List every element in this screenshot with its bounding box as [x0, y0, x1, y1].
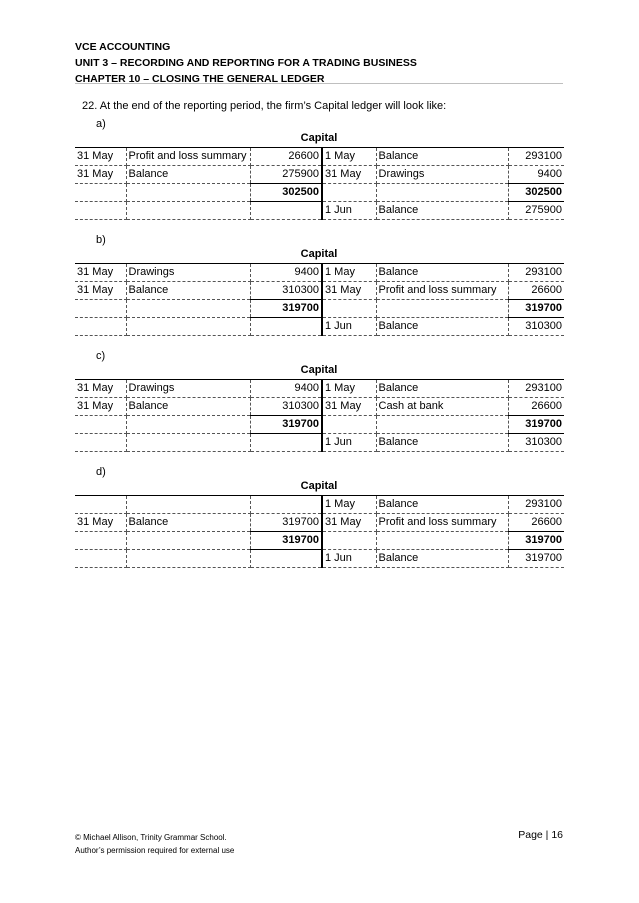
credit-particulars	[376, 184, 508, 202]
debit-particulars: Balance	[126, 282, 250, 300]
debit-date	[75, 550, 126, 568]
credit-date: 1 Jun	[322, 202, 376, 220]
debit-amount: 302500	[250, 184, 322, 202]
debit-amount: 319700	[250, 514, 322, 532]
debit-particulars	[126, 202, 250, 220]
debit-particulars	[126, 300, 250, 318]
credit-particulars: Balance	[376, 496, 508, 514]
debit-date	[75, 318, 126, 336]
credit-particulars	[376, 300, 508, 318]
ledger-row	[75, 300, 564, 318]
footer-copyright: © Michael Allison, Trinity Grammar School.	[75, 833, 227, 842]
ledger-row	[75, 496, 564, 514]
ledger-title: Capital	[300, 364, 338, 376]
debit-particulars	[126, 434, 250, 452]
credit-amount: 302500	[508, 184, 564, 202]
header-divider	[75, 83, 563, 84]
credit-amount: 9400	[508, 166, 564, 184]
debit-particulars: Balance	[126, 398, 250, 416]
debit-date: 31 May	[75, 380, 126, 398]
debit-particulars: Balance	[126, 514, 250, 532]
option-label: b)	[96, 234, 106, 246]
debit-date: 31 May	[75, 264, 126, 282]
credit-date: 31 May	[322, 514, 376, 532]
credit-date	[322, 300, 376, 318]
credit-amount: 293100	[508, 496, 564, 514]
debit-amount: 26600	[250, 148, 322, 166]
credit-amount: 26600	[508, 282, 564, 300]
debit-date: 31 May	[75, 282, 126, 300]
capital-ledger-table	[75, 379, 564, 452]
ledger-row	[75, 264, 564, 282]
credit-date: 1 Jun	[322, 434, 376, 452]
ledger-row	[75, 380, 564, 398]
credit-particulars: Balance	[376, 550, 508, 568]
question-text: 22. At the end of the reporting period, the firm’s Capital ledger will look like:	[82, 100, 447, 112]
debit-particulars	[126, 184, 250, 202]
debit-amount	[250, 318, 322, 336]
debit-date	[75, 184, 126, 202]
credit-particulars: Balance	[376, 264, 508, 282]
debit-date: 31 May	[75, 514, 126, 532]
credit-amount: 310300	[508, 318, 564, 336]
debit-date	[75, 532, 126, 550]
ledger-row	[75, 398, 564, 416]
credit-amount: 319700	[508, 550, 564, 568]
debit-amount	[250, 202, 322, 220]
capital-ledger-table	[75, 147, 564, 220]
credit-particulars	[376, 416, 508, 434]
debit-particulars: Balance	[126, 166, 250, 184]
ledger-title: Capital	[300, 132, 338, 144]
ledger-row	[75, 434, 564, 452]
ledger-title: Capital	[300, 248, 338, 260]
ledger-row	[75, 282, 564, 300]
debit-amount: 275900	[250, 166, 322, 184]
ledger-row	[75, 318, 564, 336]
ledger-row	[75, 514, 564, 532]
option-label: a)	[96, 118, 106, 130]
credit-amount: 275900	[508, 202, 564, 220]
ledger-row	[75, 202, 564, 220]
credit-date: 1 Jun	[322, 318, 376, 336]
footer-credit	[75, 831, 234, 857]
footer-permission: Author’s permission required for external use	[75, 846, 235, 855]
debit-date	[75, 496, 126, 514]
credit-particulars: Balance	[376, 148, 508, 166]
ledger-row	[75, 550, 564, 568]
credit-date: 31 May	[322, 398, 376, 416]
document-header	[75, 39, 563, 87]
credit-particulars: Cash at bank	[376, 398, 508, 416]
ledger-row	[75, 532, 564, 550]
ledger-row	[75, 166, 564, 184]
credit-amount: 26600	[508, 514, 564, 532]
debit-amount: 319700	[250, 416, 322, 434]
debit-date: 31 May	[75, 148, 126, 166]
credit-particulars: Profit and loss summary	[376, 282, 508, 300]
debit-particulars	[126, 496, 250, 514]
credit-amount: 26600	[508, 398, 564, 416]
ledger-row	[75, 148, 564, 166]
debit-amount: 319700	[250, 300, 322, 318]
credit-amount: 293100	[508, 148, 564, 166]
credit-particulars: Balance	[376, 202, 508, 220]
debit-particulars: Drawings	[126, 380, 250, 398]
header-chapter: CHAPTER 10 – CLOSING THE GENERAL LEDGER	[75, 73, 325, 85]
header-unit: UNIT 3 – RECORDING AND REPORTING FOR A TRADING BUSINESS	[75, 57, 417, 69]
ledger-row	[75, 416, 564, 434]
credit-date: 1 May	[322, 496, 376, 514]
debit-date	[75, 416, 126, 434]
debit-amount: 9400	[250, 264, 322, 282]
credit-date: 31 May	[322, 166, 376, 184]
credit-amount: 310300	[508, 434, 564, 452]
debit-date: 31 May	[75, 166, 126, 184]
capital-ledger-table	[75, 495, 564, 568]
credit-date: 1 May	[322, 148, 376, 166]
credit-date: 1 May	[322, 380, 376, 398]
credit-particulars: Balance	[376, 434, 508, 452]
page-number: Page | 16	[518, 829, 563, 841]
credit-date: 31 May	[322, 282, 376, 300]
credit-amount: 319700	[508, 300, 564, 318]
option-label: c)	[96, 350, 106, 362]
debit-date	[75, 202, 126, 220]
capital-ledger-table	[75, 263, 564, 336]
header-course: VCE ACCOUNTING	[75, 41, 171, 53]
credit-particulars: Balance	[376, 380, 508, 398]
credit-particulars: Profit and loss summary	[376, 514, 508, 532]
debit-amount: 310300	[250, 398, 322, 416]
credit-particulars: Drawings	[376, 166, 508, 184]
ledger-title: Capital	[300, 480, 338, 492]
credit-amount: 319700	[508, 532, 564, 550]
credit-date: 1 May	[322, 264, 376, 282]
debit-date	[75, 434, 126, 452]
option-label: d)	[96, 466, 106, 478]
credit-date	[322, 532, 376, 550]
credit-date	[322, 184, 376, 202]
credit-amount: 319700	[508, 416, 564, 434]
debit-particulars: Drawings	[126, 264, 250, 282]
debit-amount	[250, 496, 322, 514]
credit-particulars: Balance	[376, 318, 508, 336]
debit-amount	[250, 550, 322, 568]
credit-date: 1 Jun	[322, 550, 376, 568]
debit-particulars: Profit and loss summary	[126, 148, 250, 166]
debit-amount	[250, 434, 322, 452]
debit-date: 31 May	[75, 398, 126, 416]
credit-amount: 293100	[508, 264, 564, 282]
debit-amount: 310300	[250, 282, 322, 300]
debit-date	[75, 300, 126, 318]
debit-particulars	[126, 318, 250, 336]
credit-amount: 293100	[508, 380, 564, 398]
debit-amount: 9400	[250, 380, 322, 398]
debit-particulars	[126, 416, 250, 434]
debit-particulars	[126, 550, 250, 568]
debit-particulars	[126, 532, 250, 550]
debit-amount: 319700	[250, 532, 322, 550]
ledger-row	[75, 184, 564, 202]
credit-date	[322, 416, 376, 434]
credit-particulars	[376, 532, 508, 550]
